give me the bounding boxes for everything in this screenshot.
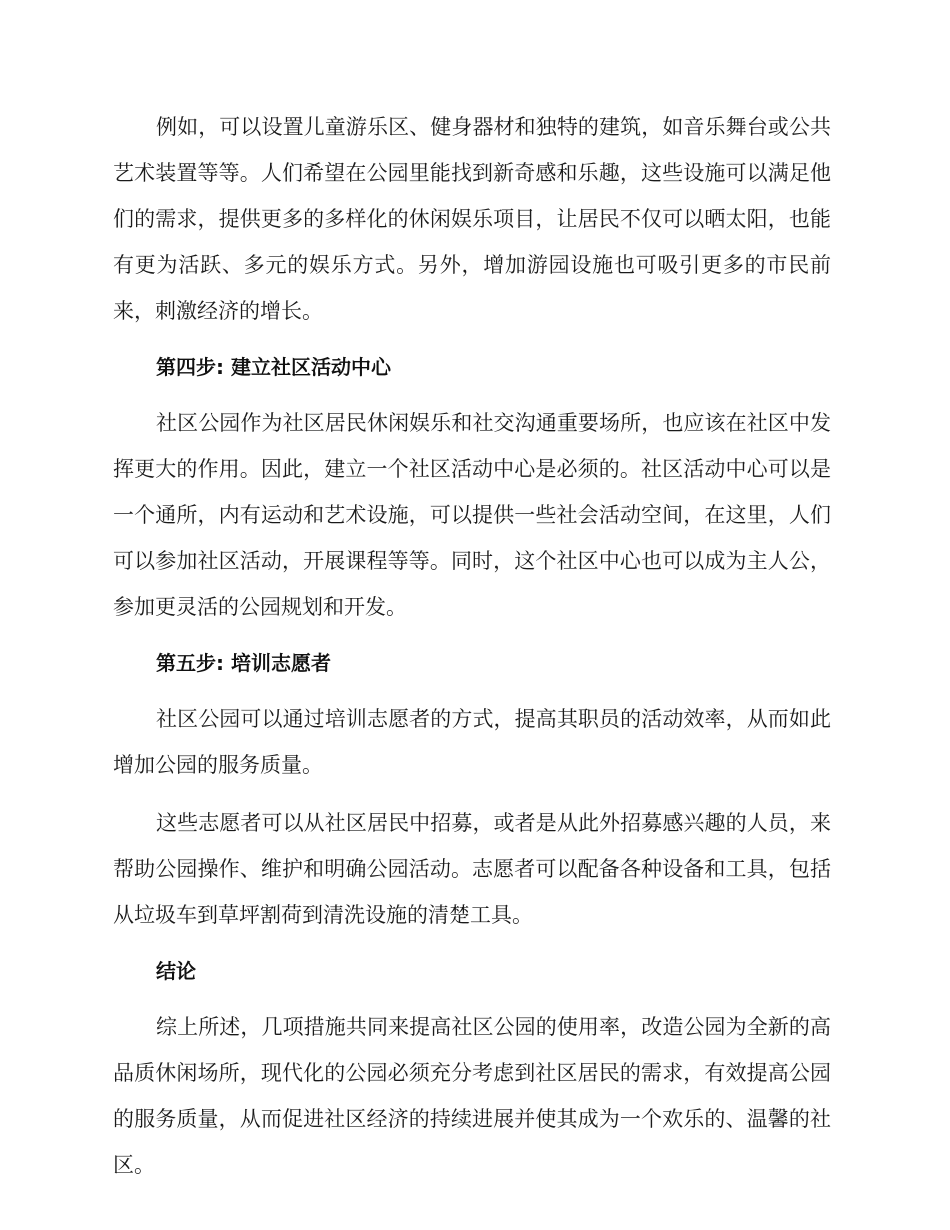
heading-conclusion: 结论 bbox=[156, 959, 196, 983]
paragraph-conclusion: 综上所述，几项措施共同来提高社区公园的使用率，改造公园为全新的高品质休闲场所，现代化的公园必须充分考虑到社区居民的需求，有效提高公园的服务质量，从而促进社区经济的持续进展并使其成为一个欢乐的、温馨的社区。 bbox=[113, 1015, 831, 1177]
document-page bbox=[113, 104, 831, 1188]
paragraph-facilities: 例如，可以设置儿童游乐区、健身器材和独特的建筑，如音乐舞台或公共艺术装置等等。人们希望在公园里能找到新奇感和乐趣，这些设施可以满足他们的需求，提供更多的多样化的休闲娱乐项目，让居民不仅可以晒太阳，也能有更为活跃、多元的娱乐方式。另外，增加游园设施也可吸引更多的市民前来，刺激经济的增长。 bbox=[113, 115, 831, 323]
paragraph-volunteer-recruitment: 这些志愿者可以从社区居民中招募，或者是从此外招募感兴趣的人员，来帮助公园操作、维护和明确公园活动。志愿者可以配备各种设备和工具，包括从垃圾车到草坪割荷到清洗设施的清楚工具。 bbox=[113, 811, 831, 927]
paragraph-volunteer-training: 社区公园可以通过培训志愿者的方式，提高其职员的活动效率，从而如此增加公园的服务质量。 bbox=[113, 707, 831, 777]
heading-step-five: 第五步: 培训志愿者 bbox=[156, 651, 331, 675]
paragraph-activity-center: 社区公园作为社区居民休闲娱乐和社交沟通重要场所，也应该在社区中发挥更大的作用。因此，建立一个社区活动中心是必须的。社区活动中心可以是一个通所，内有运动和艺术设施，可以提供一些社会活动空间，在这里，人们可以参加社区活动，开展课程等等。同时，这个社区中心也可以成为主人公，参加更灵活的公园规划和开发。 bbox=[113, 411, 831, 619]
heading-step-four: 第四步: 建立社区活动中心 bbox=[156, 355, 391, 379]
